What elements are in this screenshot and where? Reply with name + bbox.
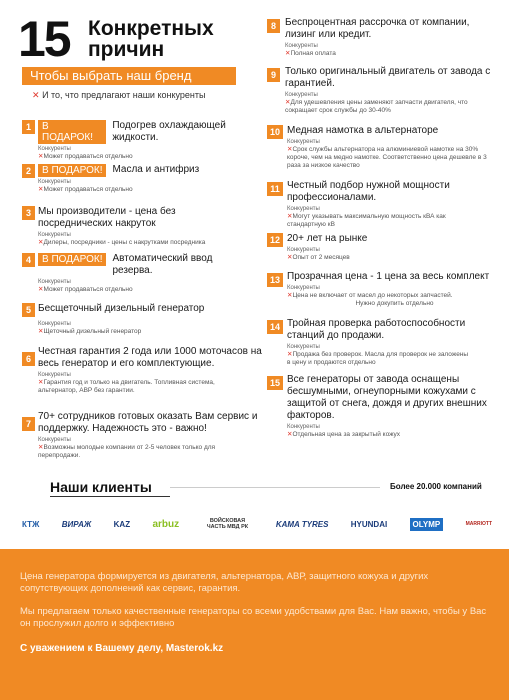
competitors-label: Конкуренты [38,179,71,185]
cross-icon: ✕ [32,90,40,100]
cross-icon: ✕ [287,292,293,299]
item-number: 4 [22,253,35,267]
competitors-text: ✕Могут указывать максимальную мощность кВА как стандартную кВ [287,213,446,228]
item-title: Прозрачная цена - 1 цена за весь комплект [287,271,490,282]
reason-item [267,233,492,262]
item-number: 8 [267,19,280,33]
competitors-text: ✕Гарантия год и только на двигатель. Топливная система, альтернатор, АВР без гарантии. [38,379,215,394]
reason-item [22,411,272,460]
hyundai-logo: HYUNDAI [350,519,388,529]
competitors-label: Конкуренты [38,321,71,327]
arbuz-logo: arbuz [152,518,180,530]
footer-signature: С уважением к Вашему делу, Masterok.kz [20,643,224,654]
virazh-logo: ВИРАЖ [61,519,92,529]
clients-title: Наши клиенты [50,479,152,495]
gift-badge: В ПОДАРОК! [38,164,106,177]
item-title: Медная намотка в альтернаторе [287,125,439,136]
cross-icon: ✕ [287,254,293,261]
cross-icon: ✕ [285,99,291,106]
reason-item [267,125,502,170]
item-number: 7 [22,417,35,431]
competitors-text: ✕Для удешевления цены заменяют запчасти двигателя, что сокращает срок службы до 30-40% [285,99,468,114]
subnote: ✕ И то, что предлагают наши конкуренты [32,90,206,100]
item-title: Мы производители - цена без посреднических накруток [38,206,176,229]
reason-item [22,120,242,161]
kaz-logo: KAZ [113,519,131,529]
item-number: 12 [267,233,283,247]
item-number: 1 [22,120,35,134]
competitors-text: ✕Может продаваться отдельно [38,186,133,193]
headline-number: 15 [18,11,70,67]
client-logos [22,510,492,538]
kamatyres-logo: KAMA TYRES [275,519,329,529]
reason-item [22,164,242,194]
competitors-label: Конкуренты [38,372,71,378]
competitors-text: ✕Продажа без проверок. Масла для проверок не заложены в цену и продаются отдельно [287,351,469,366]
competitors-text: ✕Цена не включает от масел до некоторых запчастей. [287,292,453,299]
banner: Чтобы выбрать наш бренд [22,67,236,85]
item-title: Подогрев охлаждающей жидкости. [112,120,226,143]
competitors-text: ✕Может продаваться отдельно [38,286,133,293]
item-number: 10 [267,125,283,139]
cross-icon: ✕ [285,50,291,57]
reason-item [267,374,492,439]
reason-item [22,206,247,247]
reason-item [22,346,272,395]
gift-badge: В ПОДАРОК! [38,253,106,266]
item-title: Честный подбор нужной мощности профессионалами. [287,180,450,203]
reason-item [22,303,247,336]
item-number: 5 [22,303,35,317]
item-number: 15 [267,376,283,390]
competitors-text: ✕Щеточный дизельный генератор [38,328,142,335]
military-logo: ВОЙСКОВАЯ ЧАСТЬ МВД РК [206,518,249,530]
competitors-label: Конкуренты [287,424,320,430]
item-title: Бесщеточный дизельный генератор [38,303,205,314]
gift-badge: В ПОДАРОК! [38,120,106,144]
item-number: 3 [22,206,35,220]
cross-icon: ✕ [38,153,44,160]
competitors-text: ✕Срок службы альтернатора на алюминиевой намотке на 30% короче, чем на медно намотке. Соответственно цена дешевле в 3 раза за низкое качество [287,146,487,169]
competitors-note: Нужно докупить отдельно [355,300,434,307]
item-title: Все генераторы от завода оснащены бесшумными, огнеупорными кожухами с защитой от снега, дождя и других внешних факторов. [287,374,487,421]
competitors-label: Конкуренты [38,232,71,238]
reason-item [267,66,492,115]
reason-item [267,318,492,367]
marriott-logo: MARRIOTT [465,521,492,527]
item-title: Автоматический ввод резерва. [112,253,213,276]
clients-divider [170,487,380,488]
competitors-label: Конкуренты [38,146,71,152]
cross-icon: ✕ [38,328,44,335]
cross-icon: ✕ [287,146,293,153]
competitors-text: ✕Отдельная цена за закрытый кожух [287,431,401,438]
reason-item [22,253,242,294]
clients-count: Более 20.000 компаний [390,482,482,491]
competitors-label: Конкуренты [287,285,320,291]
cross-icon: ✕ [287,431,293,438]
cross-icon: ✕ [38,239,44,246]
competitors-label: Конкуренты [285,43,318,49]
item-number: 11 [267,182,283,196]
clients-underline [50,496,170,497]
item-title: Только оригинальный двигатель от завода с гарантией. [285,66,491,89]
cross-icon: ✕ [38,379,44,386]
competitors-label: Конкуренты [287,344,320,350]
competitors-text: ✕Возможны молодые компании от 2-5 человек только для перепродажи. [38,444,216,459]
item-title: 70+ сотрудников готовых оказать Вам сервис и поддержку. Надежность это - важно! [38,411,258,434]
ktzh-logo: КТЖ [22,519,40,529]
competitors-label: Конкуренты [38,437,71,443]
cross-icon: ✕ [287,213,293,220]
item-number: 9 [267,68,280,82]
competitors-label: Конкуренты [38,279,71,285]
competitors-label: Конкуренты [287,206,320,212]
item-number: 13 [267,273,283,287]
reason-item [267,17,492,58]
cross-icon: ✕ [38,286,44,293]
footer-text-1: Цена генератора формируется из двигателя, альтернатора, АВР, защитного кожуха и других сопутствующих дополнений как сервис, гарантия. [20,571,429,594]
competitors-text: ✕Может продаваться отдельно [38,153,133,160]
competitors-label: Конкуренты [285,92,318,98]
cross-icon: ✕ [38,444,44,451]
cross-icon: ✕ [38,186,44,193]
headline-title: Конкретных причин [88,17,214,61]
competitors-label: Конкуренты [287,139,320,145]
item-title: 20+ лет на рынке [287,233,368,244]
item-title: Масла и антифриз [112,164,200,175]
item-number: 6 [22,352,35,366]
footer-text-2: Мы предлагаем только качественные генераторы со всеми удобствами для Вас. Нам важно, чтобы у Вас он прослужил долго и эффективно [20,606,487,629]
competitors-text: ✕Опыт от 2 месяцев [287,254,350,261]
olymp-logo: OLYMP [410,518,444,531]
item-title: Беспроцентная рассрочка от компании, лизинг или кредит. [285,17,470,40]
competitors-label: Конкуренты [287,247,320,253]
competitors-text: ✕Полная оплата [285,50,336,57]
item-number: 14 [267,320,283,334]
reason-item [267,180,492,229]
item-number: 2 [22,164,35,178]
item-title: Тройная проверка работоспособности станций до продажи. [287,318,466,341]
competitors-text: ✕Дилеры, посредники - цены с накрутками посредника [38,239,206,246]
reason-item [267,271,502,308]
cross-icon: ✕ [287,351,293,358]
footer [0,549,509,700]
item-title: Честная гарантия 2 года или 1000 моточасов на весь генератор и его комплектующие. [38,346,262,369]
